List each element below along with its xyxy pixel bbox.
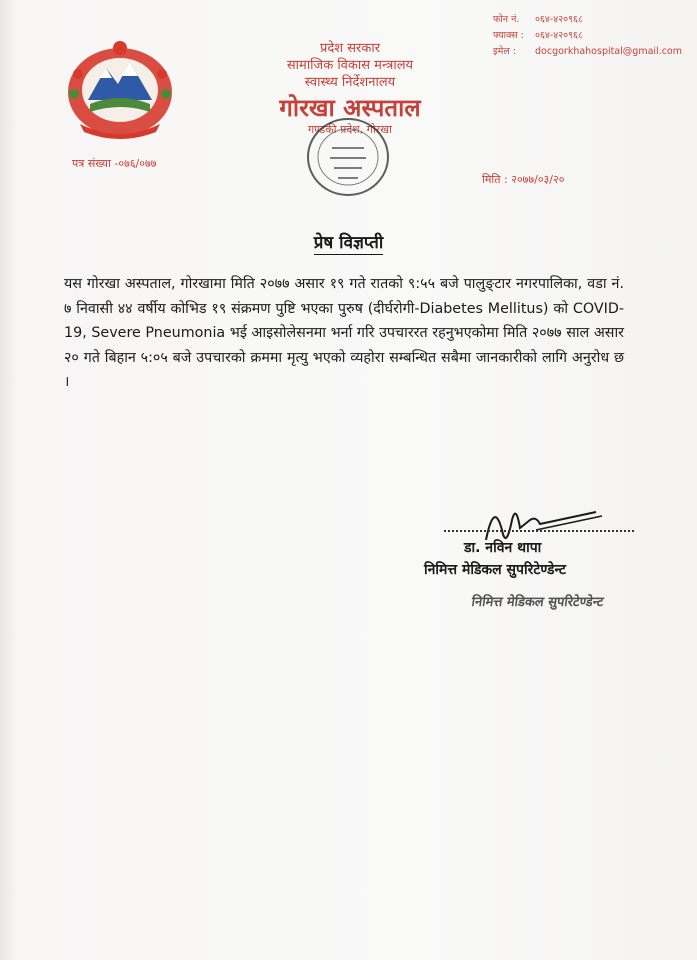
- phone-row: [493, 12, 682, 28]
- contact-details: [493, 12, 682, 60]
- letterhead-line1: प्रदेश सरकार: [319, 41, 381, 56]
- email-label: इमेल :: [493, 46, 517, 57]
- body-paragraph: यस गोरखा अस्पताल, गोरखामा मिति २०७७ असार १९ गते रातको ९:५५ बजे पालुङ्टार नगरपालिका, वडा नं. ७ निवासी ४४ वर्षीय कोभिड १९ संक्रमण पुष्टि भएका पुरुष (दीर्घरोगी-Diabetes Mellitus) को COVID-19, Severe Pneumonia भई आइसोलेसनमा भर्ना गरि उपचाररत रहनुभएकोमा मिति २०७७ साल असार २० गते बिहान ५:०५ बजे उपचारको क्रममा मृत्यु भएको व्यहोरा सम्बन्धित सबैमा जानकारीको लागि अनुरोध छ ।: [64, 276, 624, 390]
- letterhead-line2: सामाजिक विकास मन्त्रालय: [286, 58, 414, 73]
- phone-value: ०६४-४२०९६८: [535, 14, 583, 25]
- letter-date: मिति : २०७७/०३/२०: [482, 173, 565, 186]
- press-release-title: [0, 230, 697, 253]
- fax-label: फ्याक्स :: [493, 30, 524, 41]
- reference-number: पत्र संख्या -०७६/०७७: [72, 157, 157, 170]
- office-stamp-icon: [298, 112, 398, 202]
- fax-value: ०६४-४२०९६८: [535, 30, 583, 41]
- phone-label: फोन नं.: [493, 14, 520, 25]
- hospital-location: गण्डकी प्रदेश, गोरखा: [307, 123, 393, 136]
- title-text: प्रेष विज्ञप्ती: [313, 233, 384, 253]
- svg-text:निमित्त मेडिकल सुपरिटेण्डेन्ट: निमित्त मेडिकल सुपरिटेण्डेन्ट: [470, 595, 605, 610]
- signatory-title: निमित्त मेडिकल सुपरिटेण्डेन्ट: [424, 562, 566, 578]
- letterhead-line3: स्वास्थ्य निर्देशनालय: [304, 75, 396, 90]
- signature-line: [444, 530, 634, 532]
- signatory-name: डा. नविन थापा: [464, 540, 542, 556]
- fax-row: [493, 28, 682, 44]
- designation-stamp-icon: [470, 586, 610, 616]
- hospital-name: गोरखा अस्पताल: [279, 94, 421, 122]
- email-value: docgorkhahospital@gmail.com: [535, 46, 682, 57]
- email-row: [493, 44, 682, 60]
- government-emblem-icon: [60, 34, 180, 144]
